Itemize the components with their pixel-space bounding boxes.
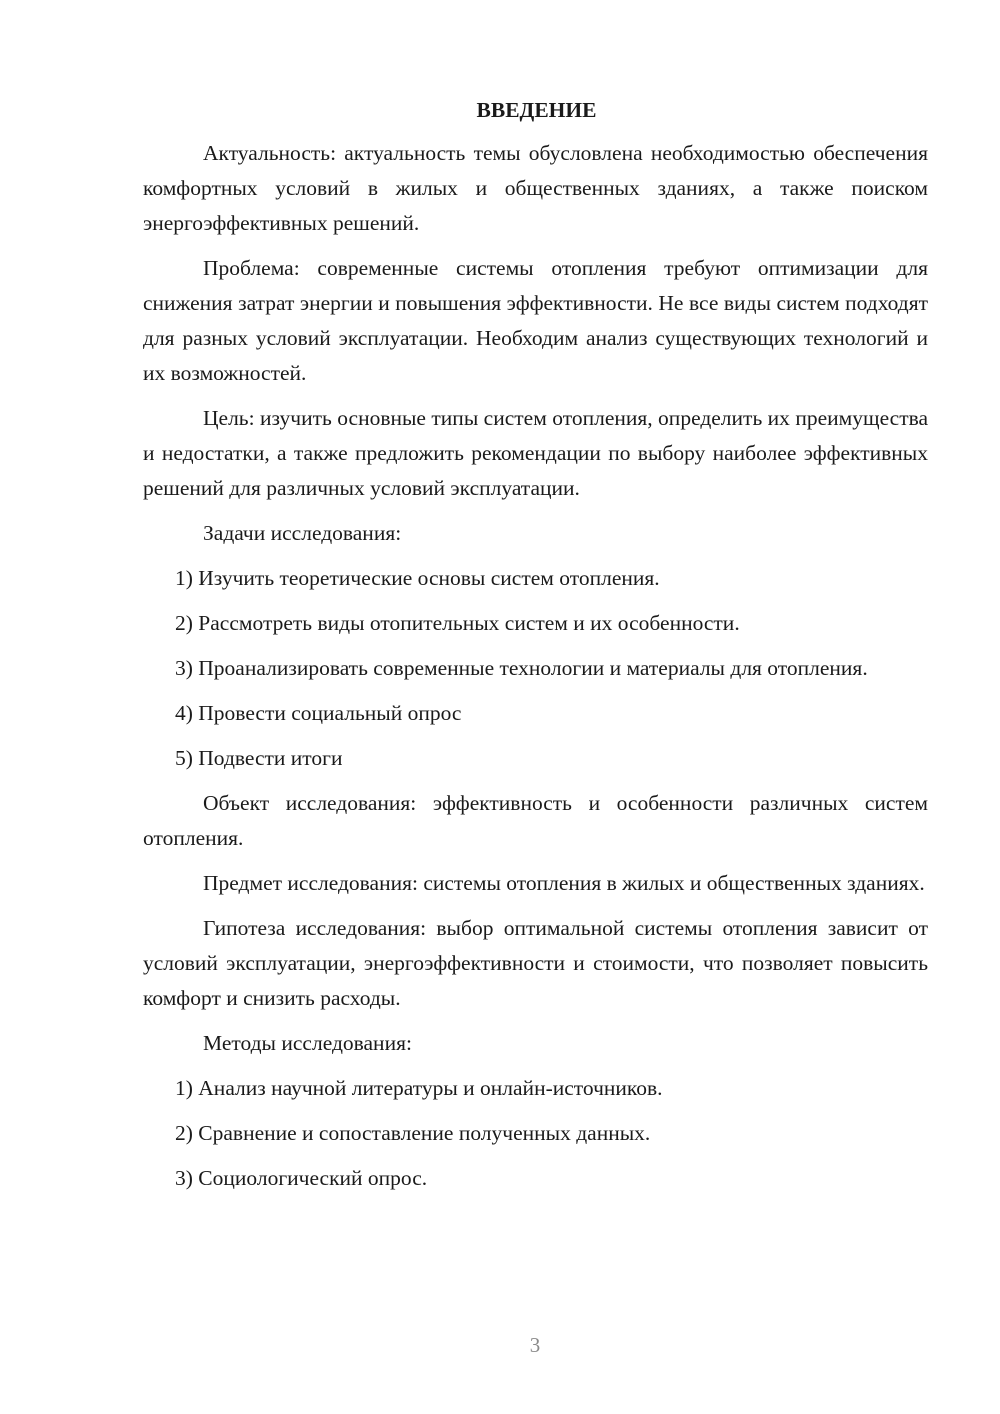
method-item-1: 1) Анализ научной литературы и онлайн-источников. (175, 1076, 663, 1100)
method-item-2: 2) Сравнение и сопоставление полученных данных. (175, 1121, 651, 1145)
object-paragraph: Объект исследования: эффективность и особенности различных систем отопления. (143, 791, 928, 850)
task-item-5: 5) Подвести итоги (175, 746, 343, 770)
page-number: 3 (529, 1333, 541, 1357)
tasks-title: Задачи исследования: (203, 521, 402, 545)
relevance-paragraph: Актуальность: актуальность темы обусловлена необходимостью обеспечения комфортных условий в жилых и общественных зданиях, а также поиском энергоэффективных решений. (143, 141, 928, 235)
problem-paragraph: Проблема: современные системы отопления требуют оптимизации для снижения затрат энергии и повышения эффективности. Не все виды систем подходят для разных условий эксплуатации. Необходим анализ существующих технологий и их возможностей. (143, 256, 928, 385)
method-item-3: 3) Социологический опрос. (175, 1166, 428, 1190)
task-item-4: 4) Провести социальный опрос (175, 701, 462, 725)
goal-paragraph: Цель: изучить основные типы систем отопления, определить их преимущества и недостатки, а также предложить рекомендации по выбору наиболее эффективных решений для различных условий эксплуатации. (143, 406, 928, 500)
page-content (143, 94, 928, 1206)
page-title: ВВЕДЕНИЕ (476, 98, 597, 122)
methods-title: Методы исследования: (203, 1031, 412, 1055)
hypothesis-paragraph: Гипотеза исследования: выбор оптимальной системы отопления зависит от условий эксплуатации, энергоэффективности и стоимости, что позволяет повысить комфорт и снизить расходы. (143, 916, 928, 1010)
task-item-2: 2) Рассмотреть виды отопительных систем и их особенности. (175, 611, 740, 635)
subject-paragraph: Предмет исследования: системы отопления в жилых и общественных зданиях. (203, 871, 925, 895)
task-item-1: 1) Изучить теоретические основы систем отопления. (175, 566, 660, 590)
task-item-3: 3) Проанализировать современные технологии и материалы для отопления. (175, 656, 868, 680)
